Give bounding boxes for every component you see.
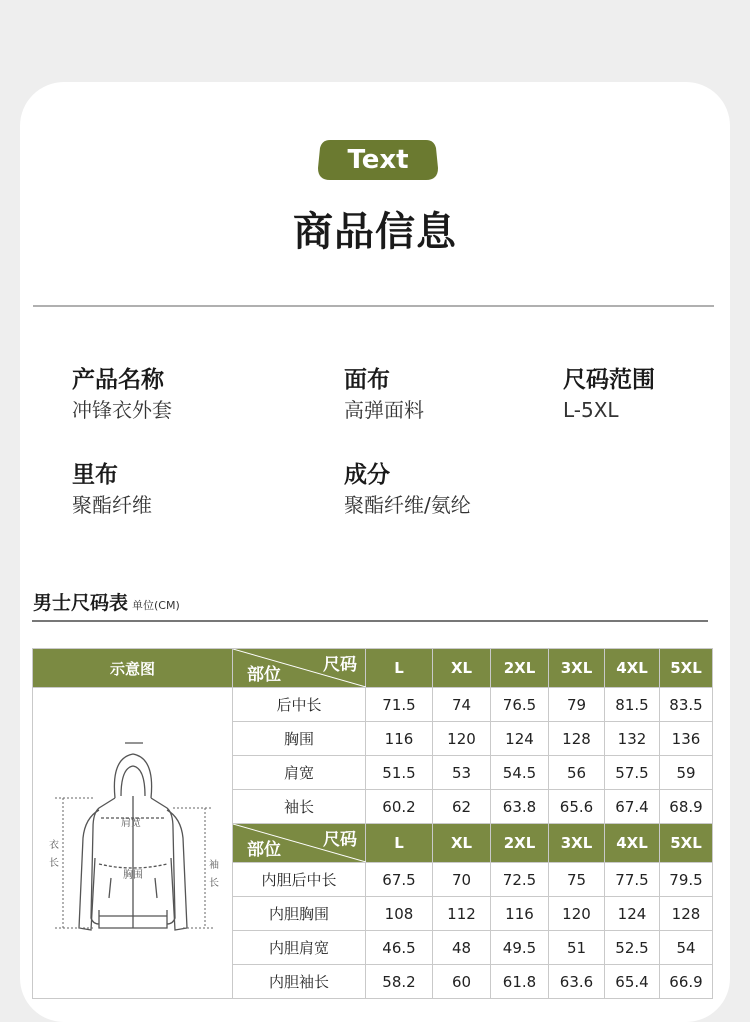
table-cell: 60 <box>433 965 491 999</box>
table-cell: 57.5 <box>605 756 660 790</box>
length-label-a: 衣 <box>49 840 59 851</box>
table-cell: 60.2 <box>366 790 433 824</box>
table-cell: 51 <box>549 931 605 965</box>
row-label: 袖长 <box>233 790 366 824</box>
corner-part-label: 部位 <box>247 840 281 860</box>
diagram-header: 示意图 <box>33 649 233 688</box>
badge-text: Text <box>347 145 409 175</box>
row-label: 内胆肩宽 <box>233 931 366 965</box>
row-label: 内胆后中长 <box>233 863 366 897</box>
table-cell: 67.4 <box>605 790 660 824</box>
size-col-header: 2XL <box>491 649 549 688</box>
page-title: 商品信息 <box>293 209 457 255</box>
row-label: 肩宽 <box>233 756 366 790</box>
table-cell: 77.5 <box>605 863 660 897</box>
table-cell: 124 <box>605 897 660 931</box>
table-cell: 72.5 <box>491 863 549 897</box>
table-cell: 116 <box>366 722 433 756</box>
row-label: 内胆胸围 <box>233 897 366 931</box>
info-value: 冲锋衣外套 <box>72 398 172 422</box>
table-cell: 76.5 <box>491 688 549 722</box>
divider <box>33 305 714 307</box>
size-col-header: L <box>366 824 433 863</box>
corner-header <box>233 824 366 863</box>
size-col-header: 3XL <box>549 824 605 863</box>
table-cell: 81.5 <box>605 688 660 722</box>
size-chart-title-text: 男士尺码表 <box>33 592 129 614</box>
size-chart-title <box>33 588 180 615</box>
table-header-row <box>33 649 713 688</box>
info-key: 产品名称 <box>72 367 164 393</box>
size-col-header: XL <box>433 824 491 863</box>
table-cell: 71.5 <box>366 688 433 722</box>
table-cell: 79.5 <box>660 863 713 897</box>
table-cell: 51.5 <box>366 756 433 790</box>
table-cell: 128 <box>549 722 605 756</box>
info-product-name <box>72 366 172 424</box>
table-cell: 59 <box>660 756 713 790</box>
table-cell: 79 <box>549 688 605 722</box>
table-cell: 75 <box>549 863 605 897</box>
row-label: 内胆袖长 <box>233 965 366 999</box>
shoulder-label: 肩宽 <box>121 818 141 829</box>
table-cell: 132 <box>605 722 660 756</box>
table-cell: 136 <box>660 722 713 756</box>
size-col-header: 3XL <box>549 649 605 688</box>
info-composition <box>344 461 471 519</box>
info-value: 高弹面料 <box>344 398 424 422</box>
table-cell: 83.5 <box>660 688 713 722</box>
table-cell: 53 <box>433 756 491 790</box>
table-cell: 48 <box>433 931 491 965</box>
table-cell: 68.9 <box>660 790 713 824</box>
table-cell: 46.5 <box>366 931 433 965</box>
corner-size-label: 尺码 <box>323 830 357 850</box>
table-cell: 116 <box>491 897 549 931</box>
info-key: 尺码范围 <box>563 367 655 393</box>
size-col-header: 5XL <box>660 824 713 863</box>
size-col-header: 2XL <box>491 824 549 863</box>
info-fabric <box>344 366 424 424</box>
chest-label: 胸围 <box>123 870 143 881</box>
info-key: 面布 <box>344 367 390 393</box>
size-col-header: L <box>366 649 433 688</box>
info-key: 里布 <box>72 462 118 488</box>
size-table <box>32 648 713 999</box>
table-cell: 74 <box>433 688 491 722</box>
table-cell: 65.6 <box>549 790 605 824</box>
size-chart-unit: 单位(CM) <box>132 599 180 612</box>
table-cell: 120 <box>549 897 605 931</box>
table-cell: 112 <box>433 897 491 931</box>
size-col-header: XL <box>433 649 491 688</box>
table-cell: 65.4 <box>605 965 660 999</box>
table-cell: 62 <box>433 790 491 824</box>
info-value: 聚酯纤维 <box>72 493 152 517</box>
info-lining <box>72 461 152 519</box>
row-label: 胸围 <box>233 722 366 756</box>
info-value: L-5XL <box>563 398 619 422</box>
table-cell: 49.5 <box>491 931 549 965</box>
header-badge <box>316 138 440 182</box>
size-col-header: 4XL <box>605 824 660 863</box>
info-value: 聚酯纤维/氨纶 <box>344 493 471 517</box>
size-col-header: 5XL <box>660 649 713 688</box>
table-cell: 67.5 <box>366 863 433 897</box>
size-col-header: 4XL <box>605 649 660 688</box>
table-cell: 58.2 <box>366 965 433 999</box>
table-cell: 52.5 <box>605 931 660 965</box>
table-cell: 128 <box>660 897 713 931</box>
corner-size-label: 尺码 <box>323 655 357 675</box>
sleeve-label-b: 长 <box>209 878 219 889</box>
table-cell: 63.8 <box>491 790 549 824</box>
table-cell: 66.9 <box>660 965 713 999</box>
table-cell: 120 <box>433 722 491 756</box>
row-label: 后中长 <box>233 688 366 722</box>
jacket-outline-icon <box>33 688 233 988</box>
info-key: 成分 <box>344 462 390 488</box>
corner-part-label: 部位 <box>247 665 281 685</box>
table-cell: 124 <box>491 722 549 756</box>
sleeve-label-a: 袖 <box>209 860 219 871</box>
table-row <box>33 688 713 722</box>
table-cell: 54.5 <box>491 756 549 790</box>
table-cell: 56 <box>549 756 605 790</box>
jacket-diagram <box>33 688 233 999</box>
info-size-range <box>563 366 655 424</box>
table-cell: 54 <box>660 931 713 965</box>
length-label-b: 长 <box>49 858 59 869</box>
table-cell: 61.8 <box>491 965 549 999</box>
divider <box>32 620 708 622</box>
table-cell: 70 <box>433 863 491 897</box>
table-cell: 63.6 <box>549 965 605 999</box>
corner-header <box>233 649 366 688</box>
table-cell: 108 <box>366 897 433 931</box>
